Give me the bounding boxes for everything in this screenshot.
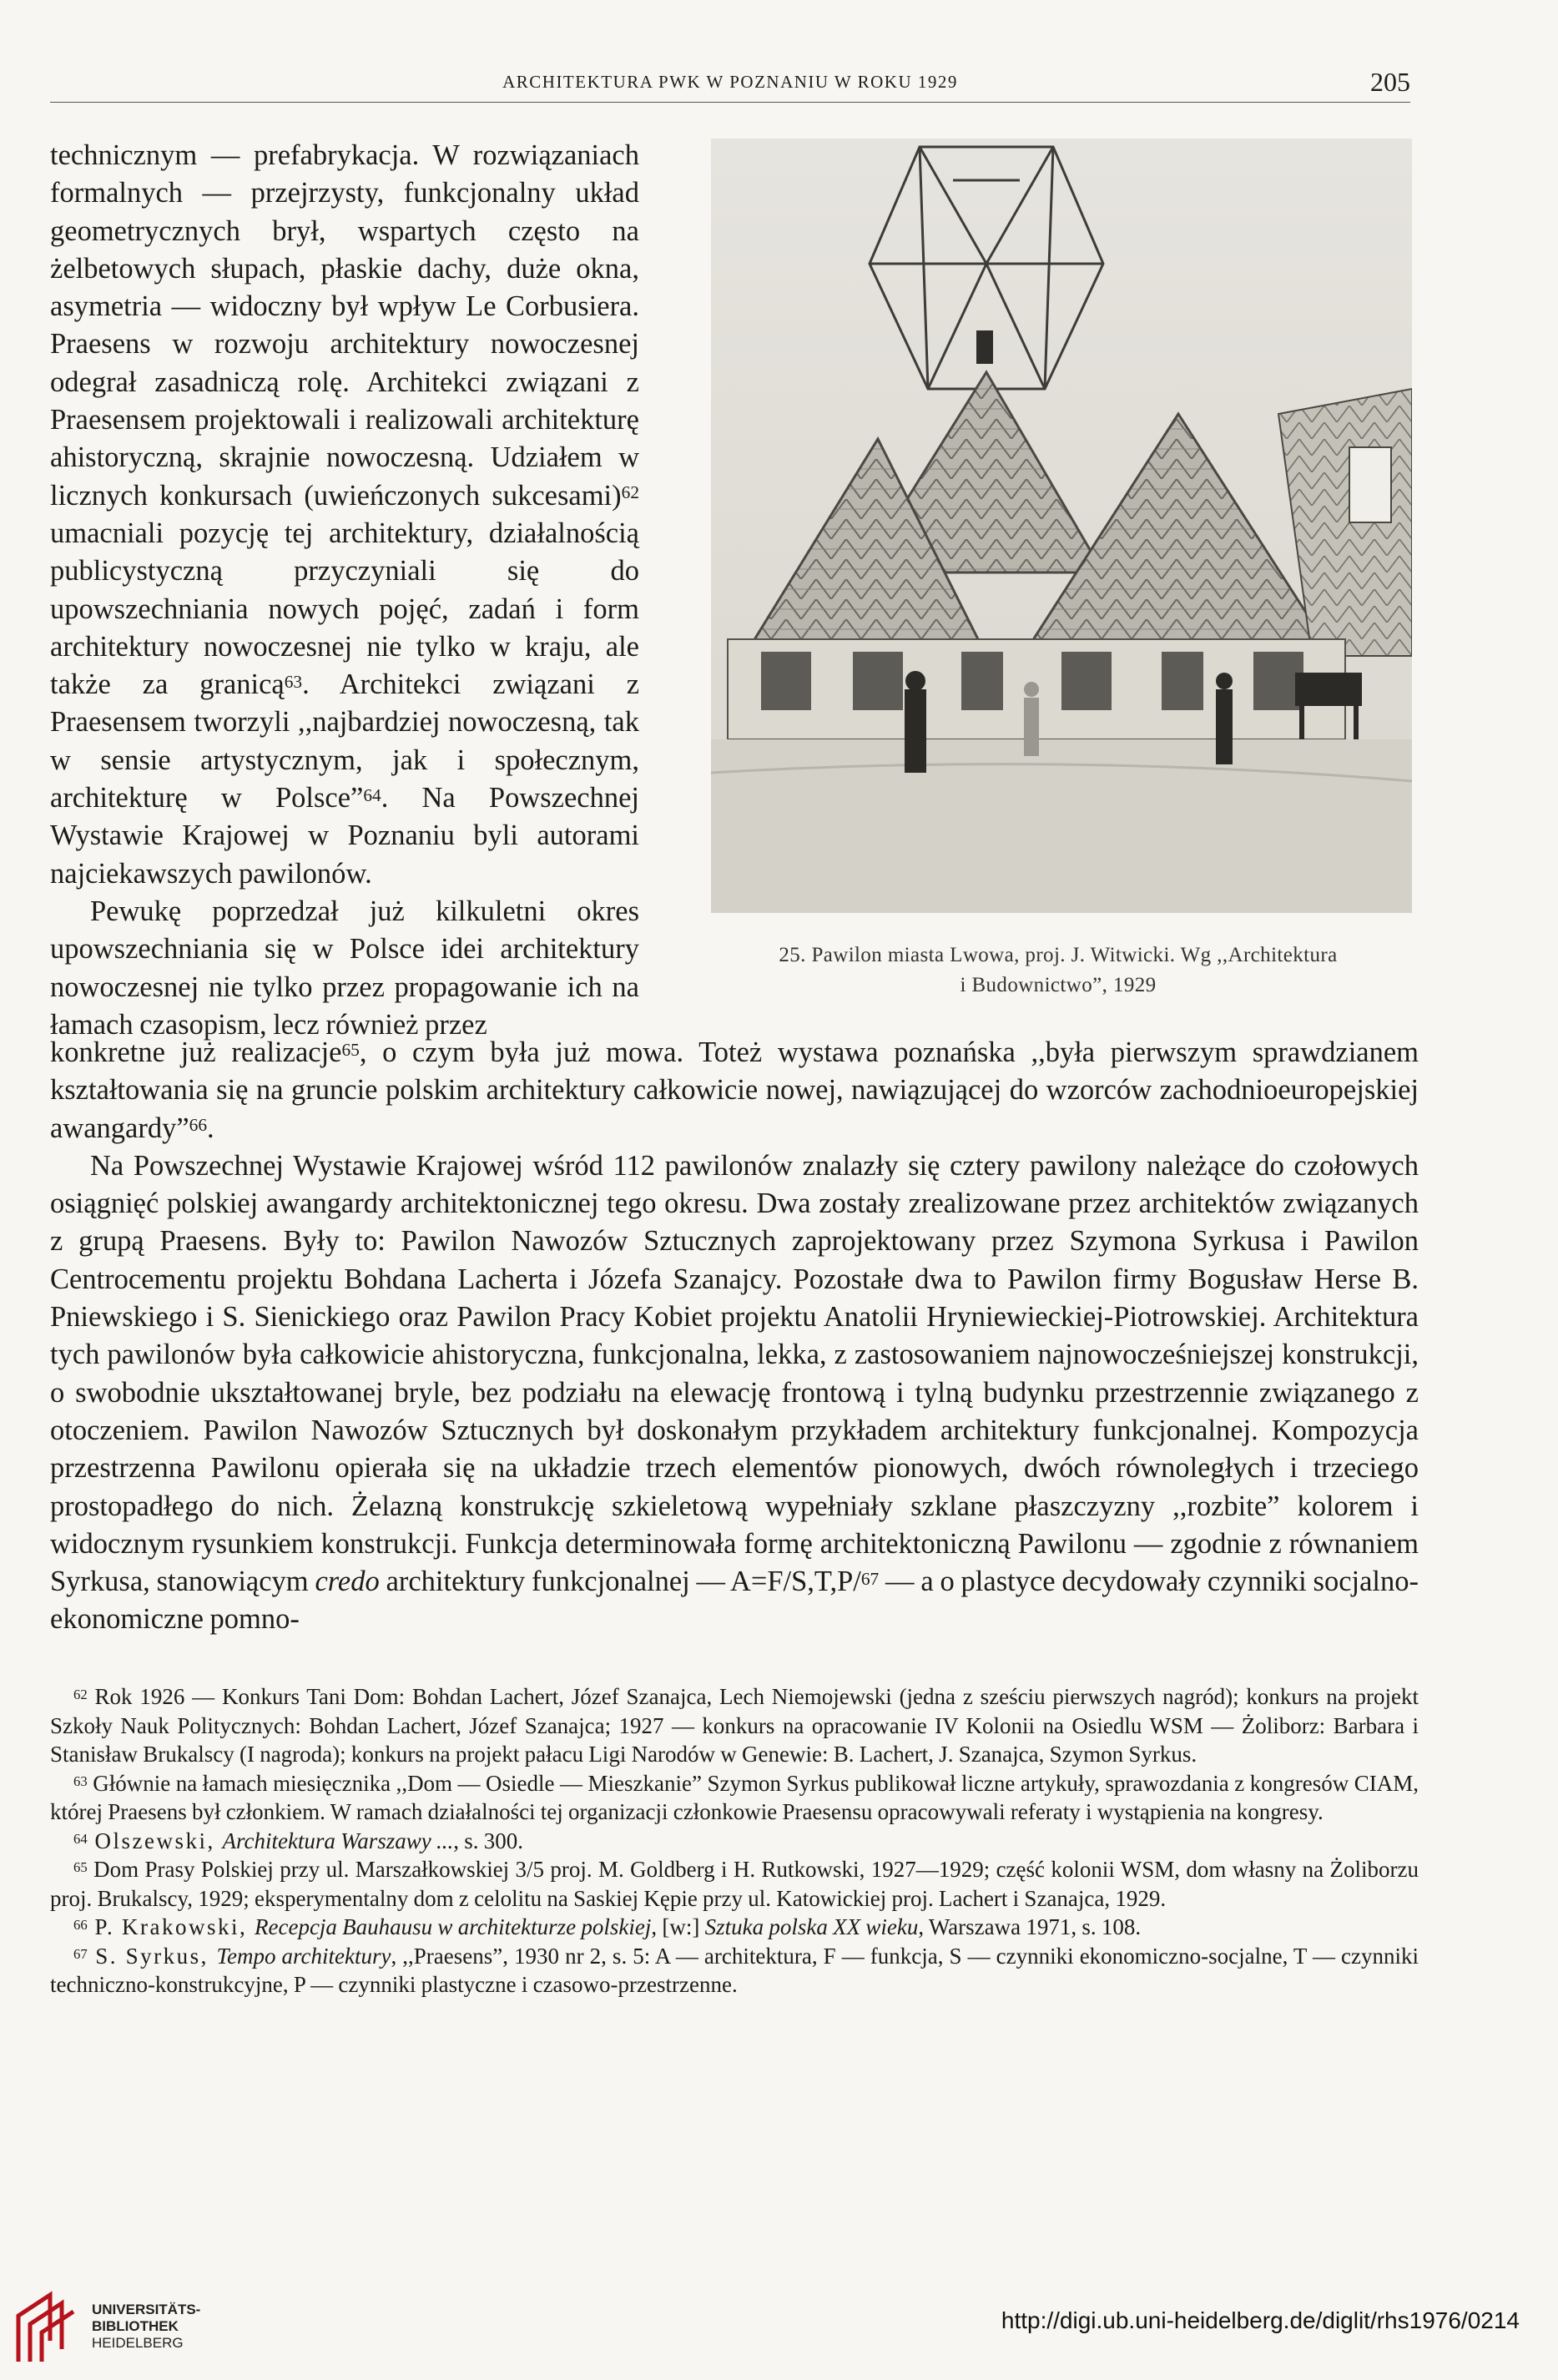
full-width-text bbox=[50, 1034, 1419, 1639]
footnote-ref[interactable]: 63 bbox=[284, 671, 303, 692]
caption-line: i Budownictwo”, 1929 bbox=[960, 974, 1157, 996]
footnote-65: $^{65}$ Dom Prasy Polskiej przy ul. Marszałkowskiej 3/5 proj. M. Goldberg i H. Rutkowski, 1927—1929; część kolonii WSM, dom własny na Żoliborzu proj. Brukalscy, 1929; eksperymentalny dom z celolitu na Saskiej Kępie przy ul. Katowickiej proj. Lachert i Szanajca, 1929. bbox=[50, 1857, 1419, 1911]
running-head bbox=[50, 68, 1410, 103]
footnote-ref[interactable]: 67 bbox=[860, 1568, 880, 1589]
footnote-67: $^{67}$ S. Syrkus, Tempo architektury, ,,Praesens”, 1930 nr 2, s. 5: A — architektura, F — funkcja, S — czynniki ekonomiczno-socjalne, T — czynniki techniczno-konstrukcyjne, P — czynniki plastyczne i czasowo-przestrzenne. bbox=[50, 1943, 1419, 1997]
figure-caption bbox=[691, 940, 1425, 1001]
footnote-66: $^{66}$ P. Krakowski, Recepcja Bauhausu w architekturze polskiej, [w:] Sztuka polska XX wieku, Warszawa 1971, s. 108. bbox=[73, 1914, 1142, 1939]
library-logo-text: UNIVERSITÄTS- BIBLIOTHEK HEIDELBERG bbox=[92, 2302, 201, 2351]
figure-photo-lwow-pavilion bbox=[711, 139, 1412, 913]
paragraph: Pewukę poprzedzał już kilkuletni okres upowszechniania się w Polsce idei architektury nowoczesnej nie tylko przez propagowanie ich na łamach czasopism, lecz również przez bbox=[50, 895, 639, 1041]
caption-line: 25. Pawilon miasta Lwowa, proj. J. Witwicki. Wg ,,Architektura bbox=[779, 944, 1338, 966]
paragraph: konkretne już realizacje$^{65}$, o czym była już mowa. Toteż wystawa poznańska ,,była pierwszym sprawdzianem kształtowania się na gruncie polskim architektury całkowicie nowej, nawiązującej do wzorców zachodnioeuropejskiej awangardy”$^{66}$. bbox=[50, 1036, 1419, 1144]
footnote-ref[interactable]: 65 bbox=[341, 1039, 360, 1060]
footnote-64: $^{64}$ Olszewski, Architektura Warszawy ..., s. 300. bbox=[73, 1828, 523, 1853]
footnote-ref[interactable]: 62 bbox=[621, 482, 639, 503]
footnote-ref[interactable]: 66 bbox=[189, 1115, 208, 1136]
column-text bbox=[50, 137, 639, 1044]
italic-term: credo bbox=[315, 1566, 380, 1598]
photo-illustration bbox=[711, 139, 1412, 913]
paragraph: Na Powszechnej Wystawie Krajowej wśród 112 pawilonów znalazły się cztery pawilony należące do czołowych osiągnięć polskiej awangardy architektonicznej tego okresu. Dwa zostały zrealizowane przez architektów związanych z grupą Praesens. Były to: Pawilon Nawozów Sztucznych zaprojektowany przez Szymona Syrkusa i Pawilon Centrocementu projektu Bohdana Lacherta i Józefa Szanajcy. Pozostałe dwa to Pawilon firmy Bogusław Herse B. Pniewskiego i S. Sienickiego oraz Pawilon Pracy Kobiet projektu Anatolii Hryniewieckiej-Piotrowskiej. Architektura tych pawilonów była całkowicie ahistoryczna, funkcjonalna, lekka, z zastosowaniem najnowocześniejszej konstrukcji, o swobodnie ukształtowanej bryle, bez podziału na elewację frontową i tylną budynku przestrzennie związanego z otoczeniem. Pawilon Nawozów Sztucznych był doskonałym przykładem architektury funkcjonalnej. Kompozycja przestrzenna Pawilonu opierała się na układzie trzech elementów pionowych, dwóch równoległych i trzeciego prostopadłego do nich. Żelazną konstrukcję szkieletową wypełniały szklane płaszczyzny ,,rozbite” kolorem i widocznym rysunkiem konstrukcji. Funkcja determinowała formę architektoniczną Pawilonu — zgodnie z równaniem Syrkusa, stanowiącym credo architektury funkcjonalnej — A=F/S,T,P/$^{67}$ — a o plastyce decydowały czynniki socjalno-ekonomiczne pomno- bbox=[50, 1149, 1419, 1636]
source-url-link[interactable]: http://digi.ub.uni-heidelberg.de/diglit/rhs1976/0214 bbox=[1001, 2307, 1520, 2333]
footnote-63: $^{63}$ Głównie na łamach miesięcznika ,,Dom — Osiedle — Mieszkanie” Szymon Syrkus publikował liczne artykuły, sprawozdania z kongresów CIAM, której Praesens był członkiem. W ramach działalności tej organizacji członkowie Praesensu opracowywali referaty i wystąpienia na kongresy. bbox=[50, 1770, 1419, 1824]
footnotes bbox=[50, 1682, 1419, 1999]
running-title: ARCHITEKTURA PWK W POZNANIU W ROKU 1929 bbox=[502, 72, 958, 92]
footnote-ref[interactable]: 64 bbox=[363, 784, 381, 805]
paragraph: technicznym — prefabrykacja. W rozwiązaniach formalnych — przejrzysty, funkcjonalny układ geometrycznych brył, wspartych często na żelbetowych słupach, płaskie dachy, duże okna, asymetria — widoczny był wpływ Le Corbusiera. Praesens w rozwoju architektury nowoczesnej odegrał zasadniczą rolę. Architekci związani z Praesensem projektowali i realizowali architekturę ahistoryczną, skrajnie nowoczesną. Udziałem w licznych konkursach (uwieńczonych sukcesami)$^{62}$ umacniali pozycję tej architektury, działalnością publicystyczną przyczyniali się do upowszechniania nowych pojęć, zadań i form architektury nowoczesnej nie tylko w kraju, ale także za granicą$^{63}$. Architekci związani z Praesensem tworzyli ,,najbardziej nowoczesną, tak w sensie artystycznym, jak i społecznym, architekturę w Polsce”$^{64}$. Na Powszechnej Wystawie Krajowej w Poznaniu byli autorami najciekawszych pawilonów. bbox=[50, 139, 640, 890]
page-number: 205 bbox=[1370, 67, 1410, 97]
footnote-62: $^{62}$ Rok 1926 — Konkurs Tani Dom: Bohdan Lachert, Józef Szanajca, Lech Niemojewski (jedna z sześciu pierwszych nagród); konkurs na projekt Szkoły Nauk Politycznych: Bohdan Lachert, Józef Szanajca; 1927 — konkurs na opracowanie IV Kolonii na Osiedlu WSM — Żoliborz: Barbara i Stanisław Brukalscy (I nagroda); konkurs na projekt pałacu Ligi Narodów w Genewie: B. Lachert, J. Szanajca, Szymon Syrkus. bbox=[50, 1684, 1419, 1767]
